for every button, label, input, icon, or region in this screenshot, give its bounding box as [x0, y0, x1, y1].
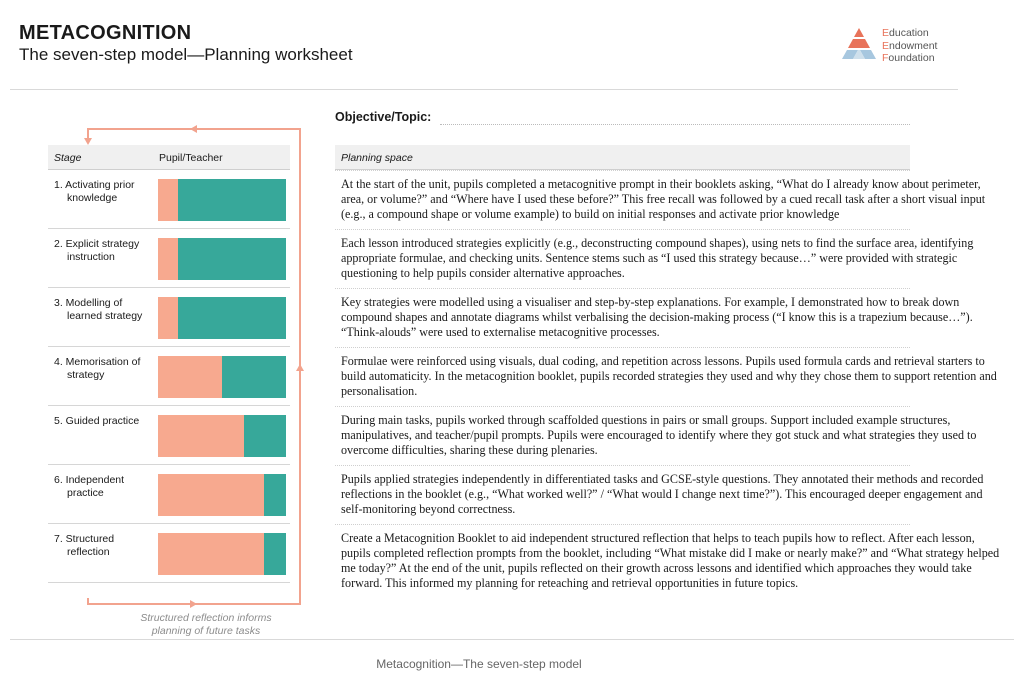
stage-label: 1. Activating prior knowledge: [54, 179, 135, 204]
pupil-teacher-bar: [158, 356, 286, 398]
stage-row: [48, 465, 290, 524]
stage-label: 6. Independent practice: [54, 474, 125, 499]
pupil-share-segment: [158, 356, 222, 398]
planning-text: Key strategies were modelled using a visualiser and step-by-step explanations. For example, I demonstrated how to break down compound shapes and annotate diagrams whilst verbalising the decision-making process (“I know this is a trapezium because…”). “Think-alouds” were used to externalise metacognitive processes.: [341, 295, 973, 339]
stage-row: [48, 524, 290, 583]
objective-input-line[interactable]: [440, 124, 910, 125]
page-title: METACOGNITION: [19, 22, 192, 44]
cycle-arrow-right-icon: [190, 600, 197, 608]
stage-table-header: [48, 145, 290, 170]
teacher-share-segment: [244, 415, 286, 457]
pupil-teacher-column-header: Pupil/Teacher: [159, 152, 223, 164]
footer-divider: [10, 639, 1014, 640]
planning-cell[interactable]: [335, 170, 986, 229]
stage-row: [48, 406, 290, 465]
pupil-share-segment: [158, 179, 178, 221]
pupil-share-segment: [158, 415, 244, 457]
pupil-teacher-bar: [158, 474, 286, 516]
planning-cell[interactable]: [335, 406, 977, 465]
stage-label: 4. Memorisation of strategy: [54, 356, 141, 381]
teacher-share-segment: [178, 297, 286, 339]
eef-logo-mark-icon: [840, 26, 878, 62]
cycle-arrow-left-icon: [190, 125, 197, 133]
teacher-share-segment: [178, 179, 286, 221]
stage-label: 3. Modelling of learned strategy: [54, 297, 143, 322]
objective-label: Objective/Topic:: [335, 110, 432, 124]
planning-text: At the start of the unit, pupils completed a metacognitive prompt in their booklets asking, “What do I already know about perimeter, area, or volume?” and “Where have I used these before?” This free recall was followed by a cued recall task after a short visual input (e.g., a compound shape or volume example) to build on initial responses and activate prior knowledge: [341, 177, 986, 221]
pupil-teacher-bar: [158, 415, 286, 457]
planning-cell[interactable]: [335, 229, 974, 288]
planning-cell[interactable]: [335, 465, 984, 524]
pupil-share-segment: [158, 533, 264, 575]
page-subtitle: The seven-step model—Planning worksheet: [19, 45, 353, 64]
stage-row: [48, 170, 290, 229]
cycle-caption: Structured reflection informs planning of future tasks: [140, 612, 272, 637]
planning-text: Create a Metacognition Booklet to aid independent structured reflection that helps to teach pupils how to reflect. After each lesson, pupils completed reflection prompts from the booklet, including “What mistake did I make or nearly make?” and “What strategy helped me today?” At the end of the unit, pupils reflected on their growth across lessons and identified which approaches they would take forward. This informed my planning for reteaching and retrieval opportunities in future topics.: [341, 531, 1000, 590]
planning-table-header: [335, 145, 910, 170]
planning-cell[interactable]: [335, 524, 1000, 590]
eef-logo-text: Education Endowment Foundation: [882, 27, 938, 64]
cycle-arrow-down-icon: [84, 138, 92, 145]
stage-label: 7. Structured reflection: [54, 533, 115, 558]
pupil-teacher-bar: [158, 297, 286, 339]
stage-row: [48, 288, 290, 347]
stage-column-header: Stage: [54, 152, 82, 164]
planning-column-header: Planning space: [341, 152, 413, 164]
planning-text: Each lesson introduced strategies explicitly (e.g., deconstructing compound shapes), using nets to find the surface area, identifying appropriate formulae, and checking units. Sentence stems such as “I used this strategy because…” were provided with strategic questioning to help pupils consider alternative approaches.: [341, 236, 974, 280]
page-footer: Metacognition—The seven-step model: [376, 657, 582, 671]
planning-cell[interactable]: [335, 347, 997, 406]
teacher-share-segment: [264, 474, 286, 516]
pupil-teacher-bar: [158, 179, 286, 221]
cycle-arrow-up-icon: [296, 364, 304, 371]
pupil-share-segment: [158, 297, 178, 339]
stage-row: [48, 229, 290, 288]
planning-cell[interactable]: [335, 288, 973, 347]
eef-logo: [840, 26, 950, 66]
pupil-teacher-bar: [158, 238, 286, 280]
stage-label: 5. Guided practice: [54, 415, 140, 427]
teacher-share-segment: [264, 533, 286, 575]
planning-text: During main tasks, pupils worked through scaffolded questions in pairs or small groups. Support included example structures, manipulatives, and teacher/pupil prompts. Pupils were encouraged to identify where they got stuck and what strategies they used to overcome difficulties, sharing these during plenaries.: [341, 413, 977, 457]
teacher-share-segment: [178, 238, 286, 280]
pupil-share-segment: [158, 238, 178, 280]
stage-row: [48, 347, 290, 406]
teacher-share-segment: [222, 356, 286, 398]
pupil-teacher-bar: [158, 533, 286, 575]
planning-text: Pupils applied strategies independently in differentiated tasks and GCSE-style questions. They annotated their methods and recorded reflections in the booklet (e.g., “What worked well?” / “What would I change next time?”). This encouraged deeper engagement and self-monitoring beyond correctness.: [341, 472, 984, 516]
pupil-share-segment: [158, 474, 264, 516]
planning-text: Formulae were reinforced using visuals, dual coding, and repetition across lessons. Pupils used formula cards and retrieval starters to build automaticity. In the metacognition booklet, pupils recorded strategies they used and why they chose them to support retention and personalisation.: [341, 354, 997, 398]
stage-label: 2. Explicit strategy instruction: [54, 238, 140, 263]
